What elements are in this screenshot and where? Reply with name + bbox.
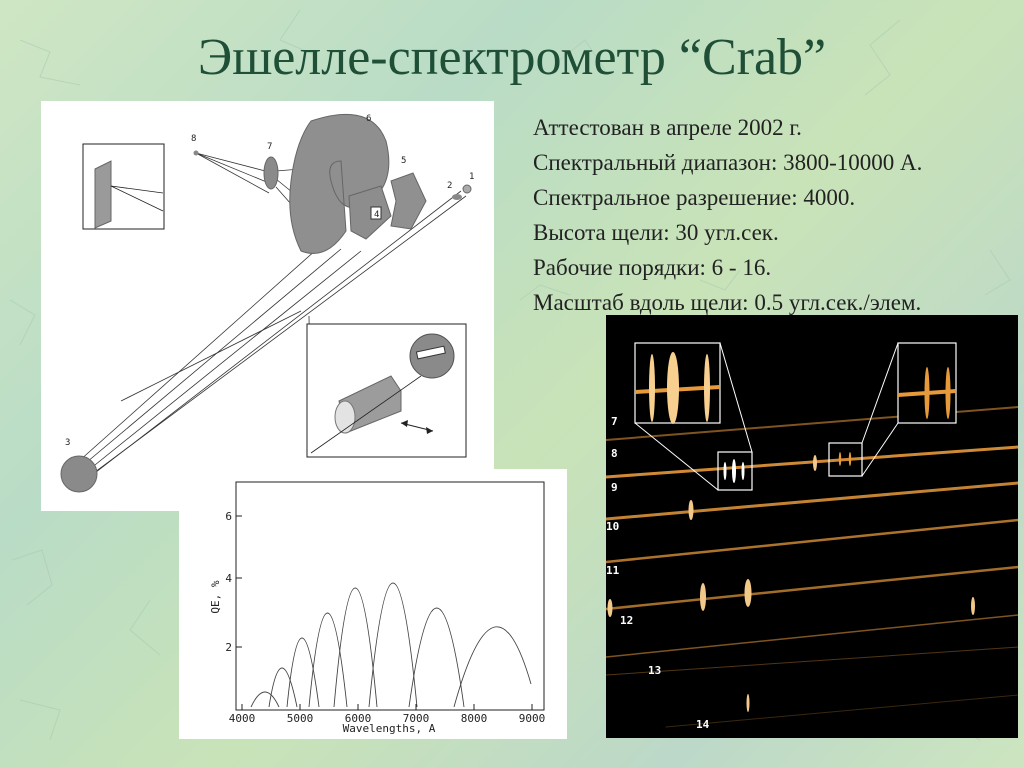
order-label-9: 9: [611, 481, 618, 494]
y-tick-2: 2: [225, 641, 232, 654]
y-tick-6: 6: [225, 510, 232, 523]
optical-scheme-drawing: [41, 101, 494, 511]
order-label-13: 13: [648, 664, 662, 677]
order-8-line: [606, 447, 1018, 477]
element-3-mirror: [61, 456, 97, 492]
label-3: 3: [65, 438, 71, 448]
label-6: 6: [366, 114, 372, 124]
qe-plot: [179, 469, 567, 739]
x-tick-6000: 6000: [344, 712, 372, 725]
element-4-grating: [349, 186, 391, 239]
order-label-14: 14: [696, 718, 710, 731]
x-axis-label: Wavelengths, A: [342, 722, 436, 735]
element-5-prism: [391, 173, 426, 229]
x-tick-4000: 4000: [228, 712, 256, 725]
qe-curve-15: [269, 668, 297, 707]
qe-curve-11: [369, 583, 417, 707]
qe-curve-10: [409, 608, 464, 707]
spec-resolution: Спектральное разрешение: 4000.: [533, 185, 856, 210]
qe-curve-16: [251, 692, 279, 707]
order-label-8: 8: [611, 447, 618, 460]
element-6-mirror: [290, 114, 389, 253]
echelle-spectrum-image: [606, 315, 1018, 738]
label-1: 1: [469, 172, 475, 182]
spec-certified: Аттестован в апреле 2002 г.: [533, 115, 802, 140]
y-tick-4: 4: [225, 572, 232, 585]
y-axis-label: QE, %: [209, 580, 222, 614]
x-tick-5000: 5000: [286, 712, 314, 725]
label-2: 2: [447, 181, 453, 191]
label-5: 5: [401, 156, 407, 166]
spec-orders: Рабочие порядки: 6 - 16.: [533, 255, 772, 280]
order-label-7: 7: [611, 415, 618, 428]
order-10-line: [606, 520, 1018, 562]
qe-curve-14: [287, 638, 319, 707]
order-label-11: 11: [606, 564, 620, 577]
qe-plot-drawing: [179, 469, 567, 739]
qe-curve-9: [454, 627, 531, 707]
spec-slit-height: Высота щели: 30 угл.сек.: [533, 220, 779, 245]
element-7-mirror: [264, 157, 278, 189]
x-tick-9000: 9000: [518, 712, 546, 725]
label-4: 4: [374, 210, 380, 220]
optical-scheme: [41, 101, 494, 511]
label-8: 8: [191, 134, 197, 144]
x-tick-7000: 7000: [402, 712, 430, 725]
slide-title: Эшелле-спектрометр “Crab”: [197, 29, 827, 86]
spec-scale: Масштаб вдоль щели: 0.5 угл.сек./элем.: [533, 290, 922, 315]
spec-range: Спектральный диапазон: 3800-10000 А.: [533, 150, 923, 175]
order-label-12: 12: [620, 614, 634, 627]
order-11-line: [606, 567, 1018, 609]
specs-list: [533, 110, 1018, 320]
qe-curve-13: [309, 613, 347, 707]
order-9-line: [606, 483, 1018, 519]
order-label-10: 10: [606, 520, 620, 533]
x-tick-8000: 8000: [460, 712, 488, 725]
label-7: 7: [267, 142, 273, 152]
order-14-line: [666, 695, 1018, 727]
echelle-spectrum: [606, 315, 1018, 738]
